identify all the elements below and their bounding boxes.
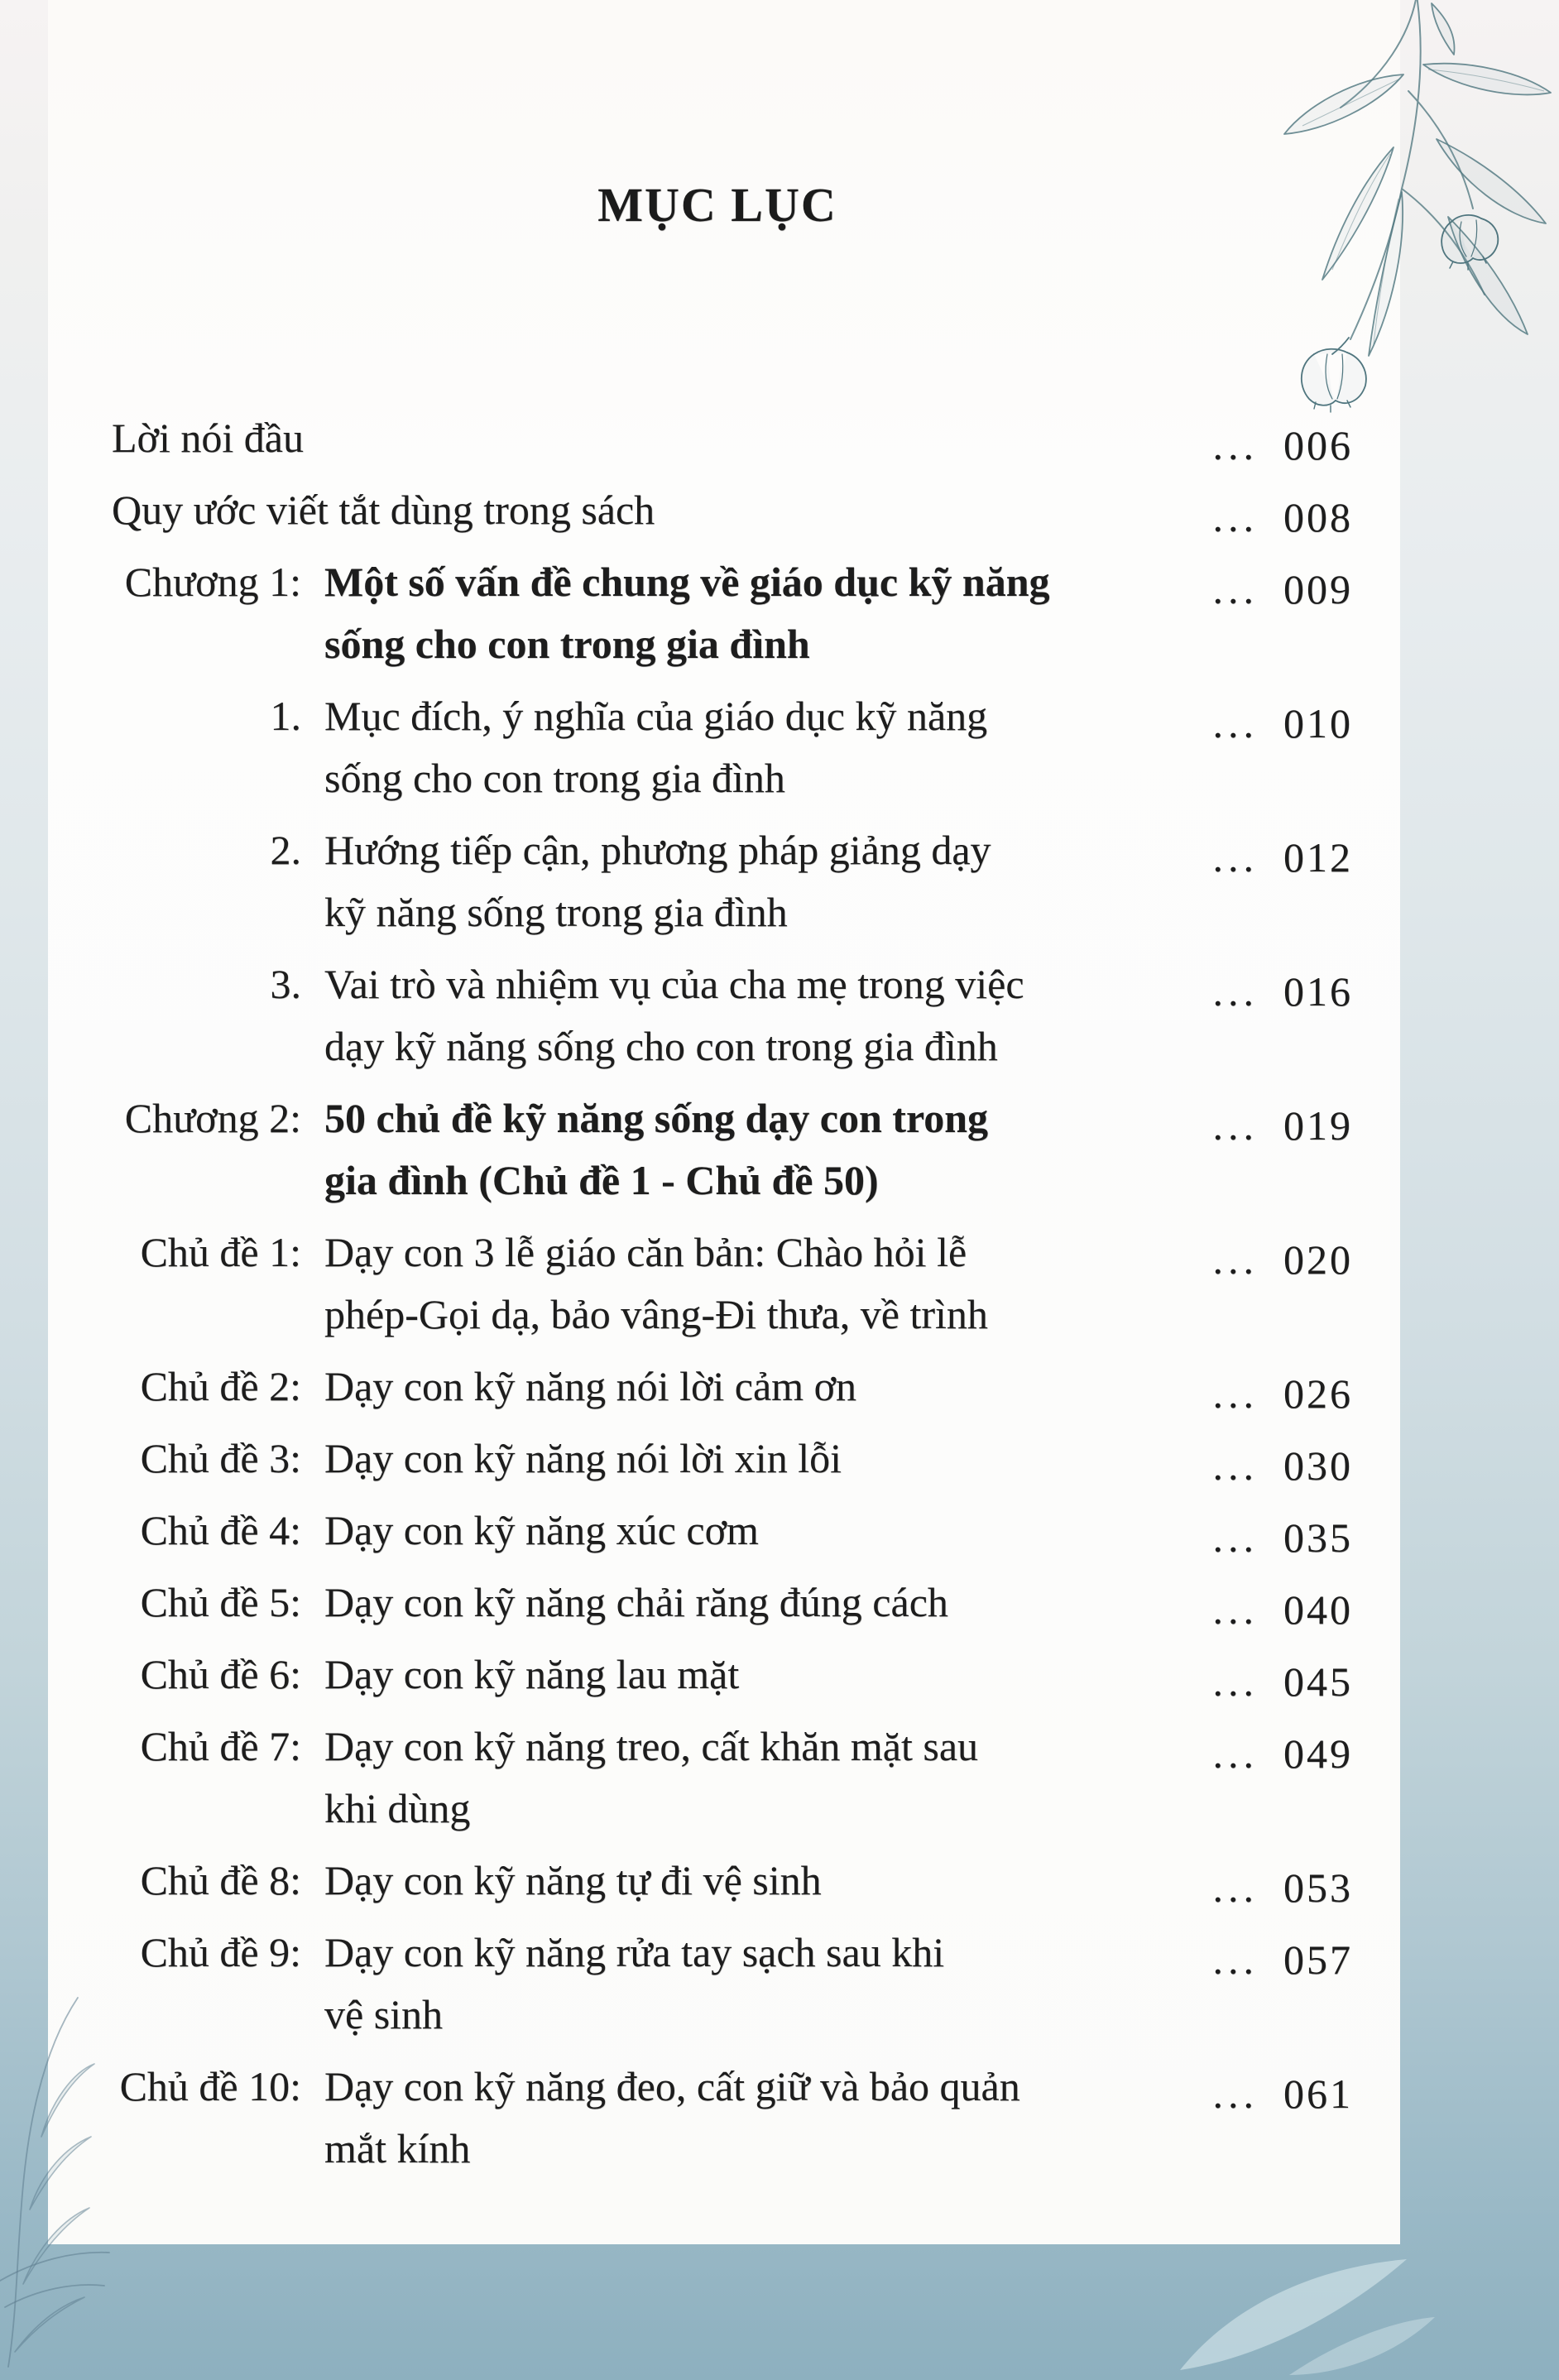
entry-label: Chủ đề 9: bbox=[140, 1929, 301, 1975]
entry-page-ref bbox=[1213, 1095, 1354, 1219]
entry-page-ref bbox=[1213, 487, 1354, 549]
toc-entry bbox=[112, 953, 1353, 1077]
leader-dots: ... bbox=[1212, 1658, 1259, 1705]
entry-line: Dạy con kỹ năng lau mặt bbox=[324, 1651, 740, 1697]
leader-dots: ... bbox=[1212, 1586, 1259, 1633]
entry-page-number: 040 bbox=[1283, 1586, 1353, 1633]
entry-page-ref bbox=[1213, 1229, 1354, 1353]
entry-page-number: 045 bbox=[1283, 1658, 1353, 1705]
entry-line: Dạy con kỹ năng tự đi vệ sinh bbox=[324, 1857, 822, 1903]
toc-list bbox=[112, 407, 1353, 2190]
entry-label: Chủ đề 6: bbox=[140, 1651, 301, 1697]
entry-text bbox=[324, 1850, 1084, 1912]
entry-line: vệ sinh bbox=[324, 1991, 444, 2037]
entry-label: Chủ đề 2: bbox=[140, 1363, 301, 1409]
entry-label: Chương 2: bbox=[124, 1095, 301, 1141]
leader-dots: ... bbox=[1212, 1514, 1259, 1561]
leader-dots: ... bbox=[1212, 566, 1259, 612]
leader-dots: ... bbox=[1212, 834, 1259, 881]
leader-dots: ... bbox=[1212, 422, 1259, 468]
entry-text bbox=[324, 1087, 1084, 1212]
entry-label: 3. bbox=[270, 961, 301, 1007]
toc-entry bbox=[112, 1356, 1353, 1418]
entry-line: Hướng tiếp cận, phương pháp giảng dạy bbox=[324, 827, 991, 873]
entry-line: sống cho con trong gia đình bbox=[324, 755, 785, 801]
entry-text bbox=[324, 1428, 1084, 1490]
entry-page-ref bbox=[1213, 1651, 1354, 1713]
toc-entry bbox=[112, 2056, 1353, 2180]
vine-leaves bbox=[15, 2064, 94, 2352]
toc-entry bbox=[112, 407, 1353, 469]
entry-text bbox=[324, 685, 1084, 809]
entry-line: Dạy con kỹ năng xúc cơm bbox=[324, 1507, 759, 1553]
entry-page-number: 026 bbox=[1283, 1370, 1353, 1417]
entry-label: Chủ đề 7: bbox=[140, 1723, 301, 1769]
entry-page-number: 020 bbox=[1283, 1236, 1353, 1283]
entry-label: 1. bbox=[270, 693, 301, 739]
entry-page-number: 053 bbox=[1283, 1864, 1353, 1911]
leader-dots: ... bbox=[1212, 968, 1259, 1015]
leaf-silhouette-illustration bbox=[1165, 2241, 1438, 2380]
entry-page-ref bbox=[1213, 827, 1354, 951]
entry-text bbox=[324, 551, 1084, 675]
leader-dots: ... bbox=[1212, 1442, 1259, 1489]
page-title: MỤC LỤC bbox=[597, 178, 837, 232]
entry-line: Dạy con kỹ năng nói lời xin lỗi bbox=[324, 1435, 842, 1481]
toc-entry bbox=[112, 1087, 1353, 1212]
entry-page-number: 008 bbox=[1283, 494, 1353, 540]
entry-line: Dạy con kỹ năng nói lời cảm ơn bbox=[324, 1363, 857, 1409]
entry-text bbox=[324, 1356, 1084, 1418]
entry-label: Chủ đề 10: bbox=[119, 2063, 301, 2109]
entry-text bbox=[324, 1643, 1084, 1706]
leader-dots: ... bbox=[1212, 1936, 1259, 1983]
entry-label: Chủ đề 1: bbox=[140, 1229, 301, 1275]
toc-entry bbox=[112, 551, 1353, 675]
entry-page-ref bbox=[1213, 1929, 1354, 2053]
entry-text bbox=[324, 1571, 1084, 1634]
entry-page-ref bbox=[1213, 559, 1354, 683]
entry-page-ref bbox=[1213, 1363, 1354, 1425]
entry-line: khi dùng bbox=[324, 1785, 471, 1831]
entry-page-ref bbox=[1213, 1857, 1354, 1919]
entry-text bbox=[324, 1715, 1084, 1840]
entry-line: sống cho con trong gia đình bbox=[324, 621, 810, 667]
entry-text bbox=[112, 407, 871, 469]
toc-entry bbox=[112, 1428, 1353, 1490]
entry-text bbox=[324, 1499, 1084, 1562]
toc-entry bbox=[112, 1221, 1353, 1346]
entry-page-ref bbox=[1213, 1723, 1354, 1847]
leader-dots: ... bbox=[1212, 1102, 1259, 1149]
entry-page-ref bbox=[1213, 415, 1354, 477]
entry-line: Dạy con kỹ năng chải răng đúng cách bbox=[324, 1579, 948, 1625]
entry-label: 2. bbox=[270, 827, 301, 873]
leader-dots: ... bbox=[1212, 700, 1259, 746]
entry-page-number: 010 bbox=[1283, 700, 1353, 746]
entry-page-number: 006 bbox=[1283, 422, 1353, 468]
entry-label: Chương 1: bbox=[124, 559, 301, 605]
entry-line: gia đình (Chủ đề 1 - Chủ đề 50) bbox=[324, 1157, 879, 1203]
entry-page-number: 009 bbox=[1283, 566, 1353, 612]
branch-leaves bbox=[1284, 3, 1551, 356]
entry-line: Quy ước viết tắt dùng trong sách bbox=[112, 487, 655, 533]
entry-line: phép-Gọi dạ, bảo vâng-Đi thưa, về trình bbox=[324, 1291, 988, 1337]
toc-entry bbox=[112, 1715, 1353, 1840]
entry-page-number: 012 bbox=[1283, 834, 1353, 881]
leader-dots: ... bbox=[1212, 2071, 1259, 2117]
leaf-vine-illustration bbox=[0, 1821, 165, 2380]
toc-entry bbox=[112, 1571, 1353, 1634]
entry-page-number: 035 bbox=[1283, 1514, 1353, 1561]
leader-dots: ... bbox=[1212, 1370, 1259, 1417]
entry-label: Chủ đề 4: bbox=[140, 1507, 301, 1553]
entry-text bbox=[324, 1221, 1084, 1346]
entry-line: Mục đích, ý nghĩa của giáo dục kỹ năng bbox=[324, 693, 988, 739]
entry-page-number: 049 bbox=[1283, 1730, 1353, 1777]
toc-entry bbox=[112, 819, 1353, 943]
entry-line: dạy kỹ năng sống cho con trong gia đình bbox=[324, 1023, 998, 1069]
leader-dots: ... bbox=[1212, 1730, 1259, 1777]
entry-page-ref bbox=[1213, 1579, 1354, 1641]
entry-page-number: 030 bbox=[1283, 1442, 1353, 1489]
page-sheet bbox=[48, 0, 1400, 2244]
vine-stems bbox=[0, 1998, 109, 2367]
toc-entry bbox=[112, 479, 1353, 541]
toc-entry bbox=[112, 685, 1353, 809]
toc-entry bbox=[112, 1499, 1353, 1562]
entry-line: Lời nói đầu bbox=[112, 415, 304, 461]
entry-page-ref bbox=[1213, 2063, 1354, 2187]
leader-dots: ... bbox=[1212, 1864, 1259, 1911]
entry-line: 50 chủ đề kỹ năng sống dạy con trong bbox=[324, 1095, 989, 1141]
entry-line: kỹ năng sống trong gia đình bbox=[324, 889, 788, 935]
entry-page-ref bbox=[1213, 693, 1354, 817]
entry-text bbox=[112, 479, 871, 541]
toc-entry bbox=[112, 1922, 1353, 2046]
entry-label: Chủ đề 8: bbox=[140, 1857, 301, 1903]
entry-line: Dạy con kỹ năng treo, cất khăn mặt sau bbox=[324, 1723, 979, 1769]
toc-entry bbox=[112, 1643, 1353, 1706]
entry-line: Vai trò và nhiệm vụ của cha mẹ trong việc bbox=[324, 961, 1024, 1007]
entry-text bbox=[324, 2056, 1084, 2180]
entry-line: Dạy con 3 lễ giáo căn bản: Chào hỏi lễ bbox=[324, 1229, 967, 1275]
entry-label: Chủ đề 3: bbox=[140, 1435, 301, 1481]
entry-page-number: 061 bbox=[1283, 2071, 1353, 2117]
branch-flowers-illustration bbox=[1278, 0, 1559, 414]
entry-page-number: 057 bbox=[1283, 1936, 1353, 1983]
entry-page-ref bbox=[1213, 961, 1354, 1085]
entry-text bbox=[324, 819, 1084, 943]
entry-text bbox=[324, 1922, 1084, 2046]
leader-dots: ... bbox=[1212, 494, 1259, 540]
entry-line: Một số vấn đề chung về giáo dục kỹ năng bbox=[324, 559, 1050, 605]
entry-page-ref bbox=[1213, 1507, 1354, 1569]
toc-entry bbox=[112, 1850, 1353, 1912]
entry-line: Dạy con kỹ năng rửa tay sạch sau khi bbox=[324, 1929, 945, 1975]
entry-page-number: 016 bbox=[1283, 968, 1353, 1015]
entry-text bbox=[324, 953, 1084, 1077]
leader-dots: ... bbox=[1212, 1236, 1259, 1283]
page-content bbox=[112, 0, 1353, 2244]
entry-page-number: 019 bbox=[1283, 1102, 1353, 1149]
entry-line: Dạy con kỹ năng đeo, cất giữ và bảo quản bbox=[324, 2063, 1020, 2109]
entry-line: mắt kính bbox=[324, 2125, 471, 2171]
entry-label: Chủ đề 5: bbox=[140, 1579, 301, 1625]
entry-page-ref bbox=[1213, 1435, 1354, 1497]
